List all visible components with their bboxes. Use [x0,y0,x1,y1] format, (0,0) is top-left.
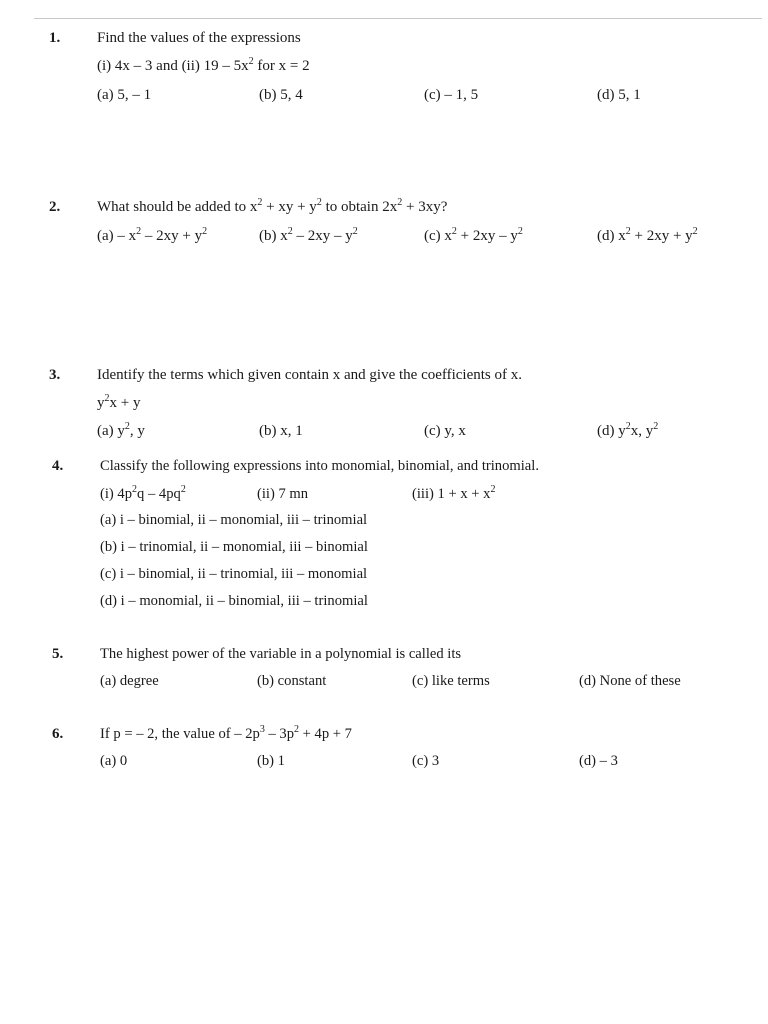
question-number: 5. [52,646,64,662]
option-a[interactable]: $(a) - x^2 - 2xy + y^2$ [97,226,208,244]
question-text: What should be added to $x^2$ + xy + $y^2$ to obtain $2x^2 + 3xy$? [97,197,448,215]
option-b[interactable]: (b) i – trinomial, ii – monomial, iii – binomial [100,539,368,555]
question-text: Classify the following expressions into monomial, binomial, and trinomial. [100,458,539,474]
option-a[interactable]: (a) $y^2$, y [97,421,145,439]
option-a[interactable]: (a) 5, – 1 [97,87,152,103]
expression-i: (i) $4p^2q - 4pq^2$ [100,484,186,502]
option-b[interactable]: (b) 5, 4 [259,87,303,103]
question-number: 1. [49,30,61,46]
option-c[interactable]: (c) i – binomial, ii – trinomial, iii – monomial [100,566,368,582]
option-b[interactable]: (b) $x^2 - 2xy - y^2$ [259,226,358,244]
question-text: Find the values of the expressions [97,30,301,46]
question-expression: $y^2x + y$ [97,393,141,411]
question-expression: (i) 4x – 3 and (ii) $19 - 5x^2$ for x = 2 [97,56,310,74]
option-a[interactable]: (a) degree [100,673,159,689]
option-d[interactable]: (d) $y^2x$, $y^2$ [597,421,659,439]
question-number: 6. [52,726,64,742]
option-d[interactable]: (d) 5, 1 [597,87,641,103]
top-divider [34,18,762,19]
option-c[interactable]: (c) y, x [424,423,466,439]
question-text: The highest power of the variable in a polynomial is called its [100,646,462,662]
question-number: 3. [49,367,61,383]
option-d[interactable]: (d) – 3 [579,753,618,769]
option-a[interactable]: (a) i – binomial, ii – monomial, iii – trinomial [100,512,368,528]
option-d[interactable]: (d) None of these [579,673,681,689]
question-text: Identify the terms which given contain x and give the coefficients of x. [97,367,523,383]
option-b[interactable]: (b) constant [257,673,327,689]
question-number: 2. [49,199,61,215]
expression-ii: (ii) 7 mn [257,486,309,502]
option-c[interactable]: (c) $x^2 + 2xy - y^2$ [424,226,523,244]
option-b[interactable]: (b) x, 1 [259,423,303,439]
option-d[interactable]: (d) $x^2 + 2xy + y^2$ [597,226,698,244]
option-a[interactable]: (a) 0 [100,753,128,769]
option-c[interactable]: (c) like terms [412,673,490,689]
option-c[interactable]: (c) – 1, 5 [424,87,479,103]
option-c[interactable]: (c) 3 [412,753,440,769]
question-text: If p = – 2, the value of – $2p^3 - 3p^2 + 4p + 7$ [100,724,352,742]
option-b[interactable]: (b) 1 [257,753,285,769]
option-d[interactable]: (d) i – monomial, ii – binomial, iii – trinomial [100,593,368,609]
question-number: 4. [52,458,64,474]
expression-iii: (iii) $1 + x + x^2$ [412,484,496,502]
